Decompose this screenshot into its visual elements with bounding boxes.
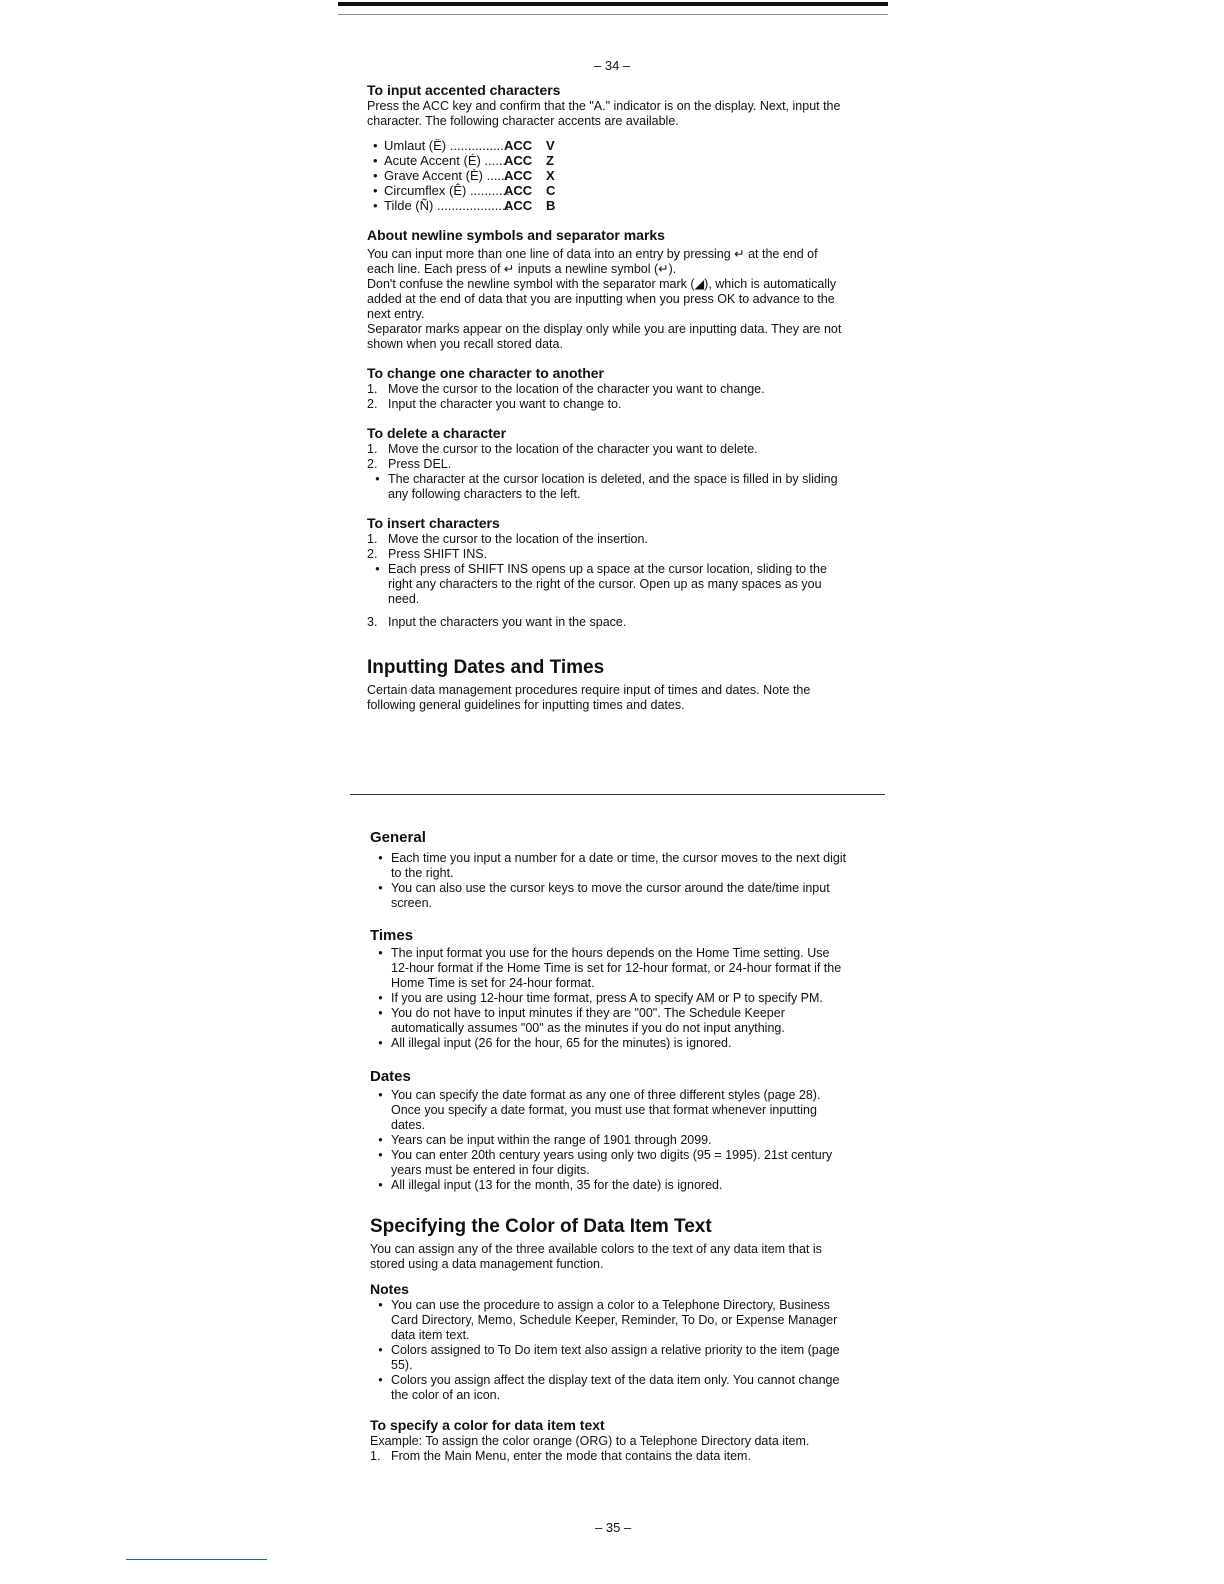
step-item: 1. Move the cursor to the location of the insertion. xyxy=(367,532,648,546)
specify-color-title: To specify a color for data item text xyxy=(370,1417,605,1433)
scan-edge-line xyxy=(126,1559,267,1560)
bullet-item: • All illegal input (26 for the hour, 65 for the minutes) is ignored. xyxy=(378,1036,732,1050)
general-bullets xyxy=(370,851,850,911)
insert-steps xyxy=(367,532,845,562)
dates-times-intro: Certain data management procedures require input of times and dates. Note the following general guidelines for inputting times and dates. xyxy=(367,683,811,712)
accent-list xyxy=(367,138,845,213)
bullet-item: • Each press of SHIFT INS opens up a space at the cursor location, sliding to the right any characters to the right of the cursor. Open up as many spaces as you need. xyxy=(375,562,827,606)
specify-steps xyxy=(370,1449,850,1464)
step-item: 2. Press DEL. xyxy=(367,457,452,471)
insert-title: To insert characters xyxy=(367,515,500,531)
top-rule xyxy=(338,2,888,6)
step-item: 1. Move the cursor to the location of the character you want to delete. xyxy=(367,442,758,456)
delete-bullets xyxy=(367,472,845,502)
general-title: General xyxy=(370,829,426,846)
newline-title: About newline symbols and separator marks xyxy=(367,227,665,243)
page-number-top: – 34 – xyxy=(594,58,631,73)
bullet-item: • Colors assigned to To Do item text also assign a relative priority to the item (page 55). xyxy=(378,1343,840,1372)
insert-step3 xyxy=(367,615,845,630)
step-item: 2. Press SHIFT INS. xyxy=(367,547,488,561)
color-intro: You can assign any of the three available colors to the text of any data item that is stored using a data management function. xyxy=(370,1242,822,1271)
delete-title: To delete a character xyxy=(367,425,507,441)
page-34-content xyxy=(367,82,845,713)
specify-example: Example: To assign the color orange (ORG) to a Telephone Directory data item. xyxy=(370,1434,810,1448)
page-divider xyxy=(350,794,885,795)
bullet-item: • You do not have to input minutes if they are "00". The Schedule Keeper automatically assumes "00" as the minutes if you do not input anything. xyxy=(378,1006,785,1035)
newline-p1: You can input more than one line of data into an entry by pressing ↵ at the end of each line. Each press of ↵ inputs a newline symbol (↵). xyxy=(367,247,818,276)
newline-p3: Separator marks appear on the display only while you are inputting data. They are not shown when you recall stored data. xyxy=(367,322,842,351)
step-item: 3. Input the characters you want in the space. xyxy=(367,615,627,629)
accent-item: • Grave Accent (È) ...... ACC X xyxy=(373,168,555,183)
notes-title: Notes xyxy=(370,1281,409,1297)
top-rule-thin xyxy=(338,14,888,15)
times-bullets xyxy=(370,946,850,1051)
page-number-bottom: – 35 – xyxy=(595,1520,632,1535)
bullet-item: • All illegal input (13 for the month, 35 for the date) is ignored. xyxy=(378,1178,723,1192)
dates-times-title: Inputting Dates and Times xyxy=(367,657,605,678)
accent-item: • Umlaut (Ë) ................ ACC V xyxy=(373,138,555,153)
bullet-item: • Colors you assign affect the display text of the data item only. You cannot change the color of an icon. xyxy=(378,1373,840,1402)
bullet-item: • The input format you use for the hours depends on the Home Time setting. Use 12-hour format if the Home Time is set for 12-hour format, or 24-hour format if the Home Time is set for 24-hour format. xyxy=(378,946,842,990)
color-title: Specifying the Color of Data Item Text xyxy=(370,1216,712,1237)
insert-bullets xyxy=(367,562,845,607)
accent-item: • Tilde (Ñ) .................... ACC B xyxy=(373,198,556,213)
delete-steps xyxy=(367,442,845,472)
times-title: Times xyxy=(370,927,414,944)
bullet-item: • Each time you input a number for a date or time, the cursor moves to the next digit to the right. xyxy=(378,851,847,880)
change-title: To change one character to another xyxy=(367,365,605,381)
accent-item: • Circumflex (Ê) ........... ACC C xyxy=(373,183,556,198)
step-item: 1. Move the cursor to the location of the character you want to change. xyxy=(367,382,765,396)
newline-p2: Don't confuse the newline symbol with the separator mark (◢), which is automatically added at the end of data that you are inputting when you press OK to advance to the next entry. xyxy=(367,277,837,321)
accented-intro: Press the ACC key and confirm that the "A." indicator is on the display. Next, input the character. The following character accents are available. xyxy=(367,99,841,128)
bullet-item: • You can specify the date format as any one of three different styles (page 28). Once you specify a date format, you must use that format whenever inputting dates. xyxy=(378,1088,821,1132)
bullet-item: • You can use the procedure to assign a color to a Telephone Directory, Business Card Directory, Memo, Schedule Keeper, Reminder, To Do, or Expense Manager data item text. xyxy=(378,1298,838,1342)
step-item: 2. Input the character you want to change to. xyxy=(367,397,622,411)
dates-bullets xyxy=(370,1088,850,1193)
accented-title: To input accented characters xyxy=(367,82,561,98)
change-steps xyxy=(367,382,845,412)
dates-title: Dates xyxy=(370,1068,411,1085)
notes-bullets xyxy=(370,1298,850,1403)
step-item: 1. From the Main Menu, enter the mode that contains the data item. xyxy=(370,1449,751,1463)
page-35-content xyxy=(370,829,850,1464)
bullet-item: • If you are using 12-hour time format, press A to specify AM or P to specify PM. xyxy=(378,991,823,1005)
bullet-item: • You can also use the cursor keys to move the cursor around the date/time input screen. xyxy=(378,881,830,910)
bullet-item: • You can enter 20th century years using only two digits (95 = 1995). 21st century years must be entered in four digits. xyxy=(378,1148,833,1177)
bullet-item: • The character at the cursor location is deleted, and the space is filled in by sliding any following characters to the left. xyxy=(375,472,838,501)
accent-item: • Acute Accent (É) ...... ACC Z xyxy=(373,153,554,168)
bullet-item: • Years can be input within the range of 1901 through 2099. xyxy=(378,1133,712,1147)
